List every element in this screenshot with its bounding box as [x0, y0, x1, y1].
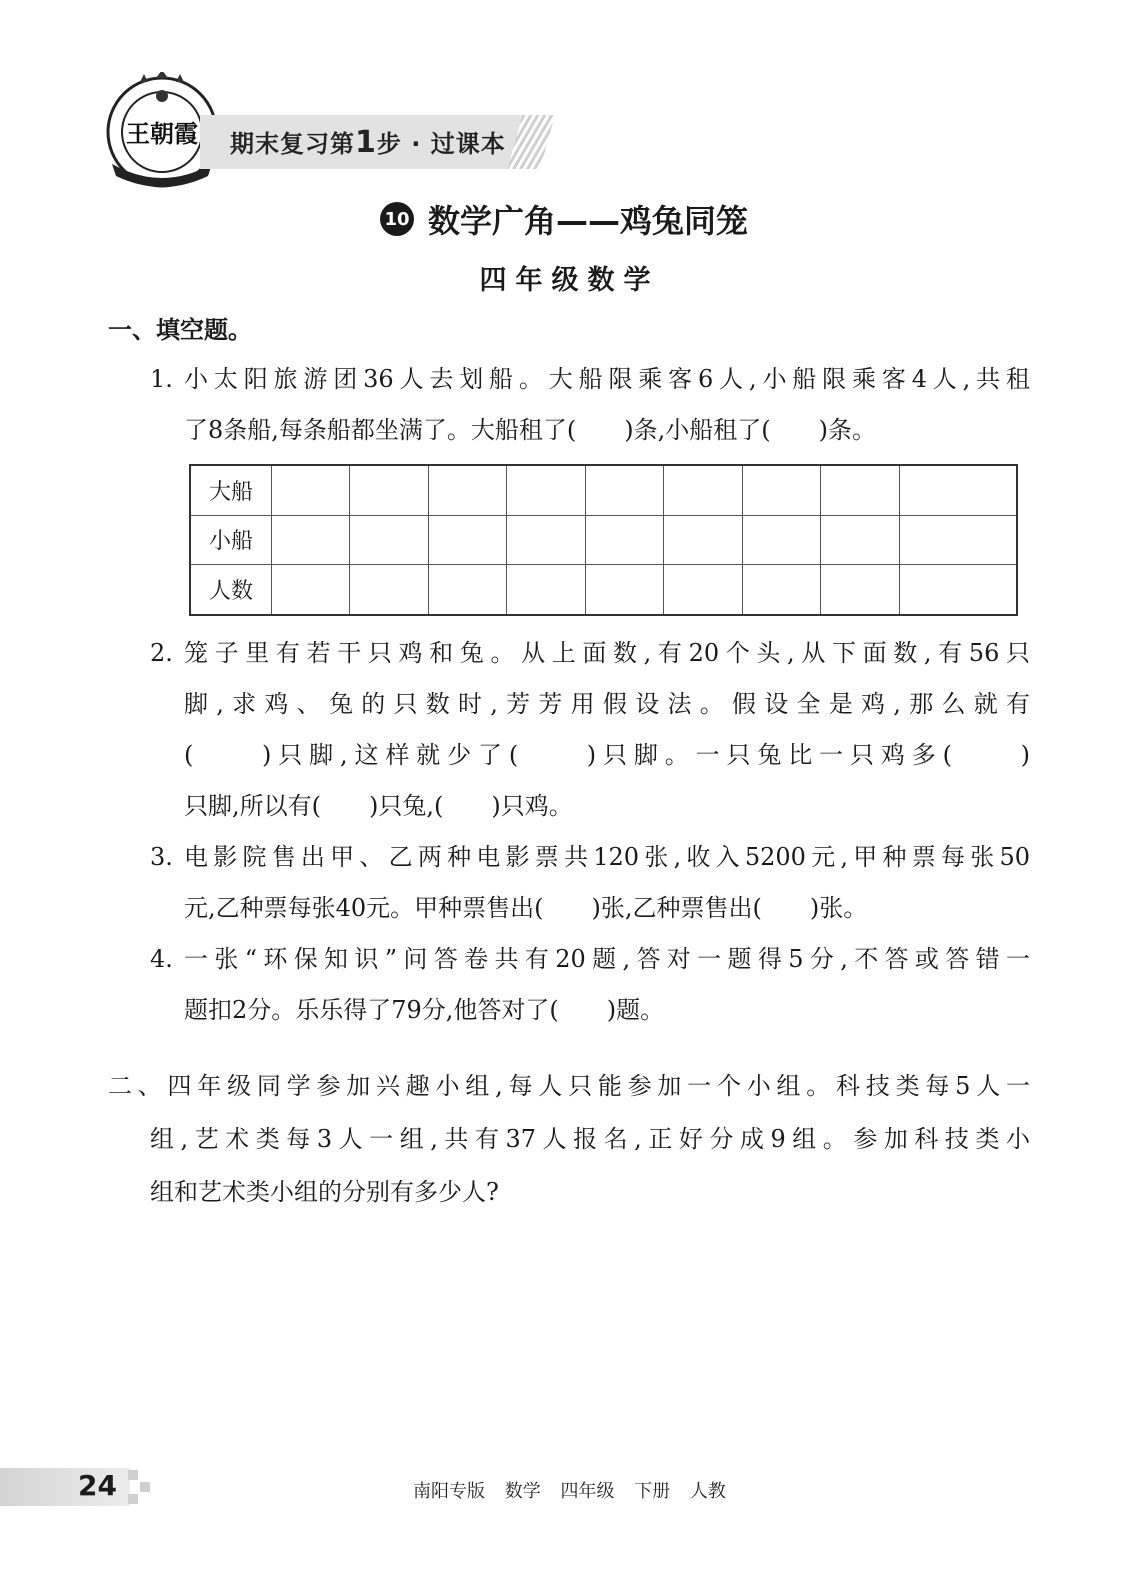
question-1 [150, 354, 1030, 456]
table-cell[interactable] [899, 465, 1017, 515]
section-1-heading: 一、填空题。 [108, 316, 252, 344]
table-cell[interactable] [821, 565, 899, 615]
table-cell[interactable] [272, 565, 350, 615]
answer-table [189, 464, 1018, 616]
table-cell[interactable] [428, 515, 506, 564]
table-cell[interactable] [585, 565, 663, 615]
subtitle: 四年级数学 [479, 265, 660, 296]
question-2 [150, 628, 1030, 832]
question-number: 3. [150, 843, 173, 871]
question-line: 电影院售出甲、乙两种电影票共120张,收入5200元,甲种票每张50 [184, 843, 1030, 871]
question-line: 笼子里有若干只鸡和兔。从上面数,有20个头,从下面数,有56只 [184, 639, 1030, 667]
table-cell[interactable] [664, 565, 742, 615]
table-cell[interactable] [899, 565, 1017, 615]
table-cell[interactable] [428, 565, 506, 615]
question-line: 组,艺术类每3人一组,共有37人报名,正好分成9组。参加科技类小 [150, 1125, 1030, 1153]
table-cell[interactable] [664, 465, 742, 515]
banner-text: 期末复习第1步 · 过课本 [230, 125, 506, 160]
table-cell[interactable] [742, 565, 820, 615]
table-cell[interactable] [821, 515, 899, 564]
question-line: 了8条船,每条船都坐满了。大船租了( )条,小船租了( )条。 [184, 416, 876, 444]
table-cell[interactable] [428, 465, 506, 515]
question-line: 只脚,所以有( )只兔,( )只鸡。 [184, 792, 573, 820]
table-cell[interactable] [664, 515, 742, 564]
question-number: 4. [150, 945, 173, 973]
table-cell[interactable] [350, 515, 428, 564]
section-2-question [108, 1060, 1030, 1219]
table-cell[interactable] [585, 515, 663, 564]
row-label: 大船 [190, 465, 272, 515]
row-label: 小船 [190, 515, 272, 564]
table-cell[interactable] [272, 465, 350, 515]
page-number: 24 [78, 1469, 117, 1502]
question-line: 元,乙种票每张40元。甲种票售出( )张,乙种票售出( )张。 [184, 894, 868, 922]
question-line: 脚,求鸡、兔的只数时,芳芳用假设法。假设全是鸡,那么就有 [184, 690, 1030, 718]
question-line: 二、四年级同学参加兴趣小组,每人只能参加一个小组。科技类每5人一 [108, 1072, 1030, 1100]
question-number: 2. [150, 639, 173, 667]
topic-number-badge: 10 [380, 202, 414, 236]
table-cell[interactable] [821, 465, 899, 515]
table-cell[interactable] [350, 565, 428, 615]
question-4 [150, 934, 1030, 1036]
table-cell[interactable] [272, 515, 350, 564]
table-row [190, 465, 1017, 515]
table-cell[interactable] [742, 465, 820, 515]
footer-info: 南阳专版 数学 四年级 下册 人教 [413, 1481, 726, 1502]
question-line: ( )只脚,这样就少了( )只脚。一只兔比一只鸡多( ) [184, 741, 1030, 769]
table-cell[interactable] [350, 465, 428, 515]
question-3 [150, 832, 1030, 934]
question-line: 小太阳旅游团36人去划船。大船限乘客6人,小船限乘客4人,共租 [184, 365, 1030, 393]
topic-title-text: 数学广角——鸡兔同笼 [428, 202, 749, 240]
table-cell[interactable] [507, 515, 585, 564]
svg-text:王朝霞: 王朝霞 [126, 122, 198, 148]
question-line: 组和艺术类小组的分别有多少人? [150, 1178, 499, 1206]
table-cell[interactable] [585, 465, 663, 515]
question-line: 一张“环保知识”问答卷共有20题,答对一题得5分,不答或答错一 [184, 945, 1030, 973]
question-line: 题扣2分。乐乐得了79分,他答对了( )题。 [184, 996, 665, 1024]
topic-title [380, 196, 800, 242]
table-cell[interactable] [507, 465, 585, 515]
table-row [190, 565, 1017, 615]
table-cell[interactable] [742, 515, 820, 564]
question-number: 1. [150, 365, 173, 393]
row-label: 人数 [190, 565, 272, 615]
table-cell[interactable] [507, 565, 585, 615]
table-row [190, 515, 1017, 564]
table-cell[interactable] [899, 515, 1017, 564]
